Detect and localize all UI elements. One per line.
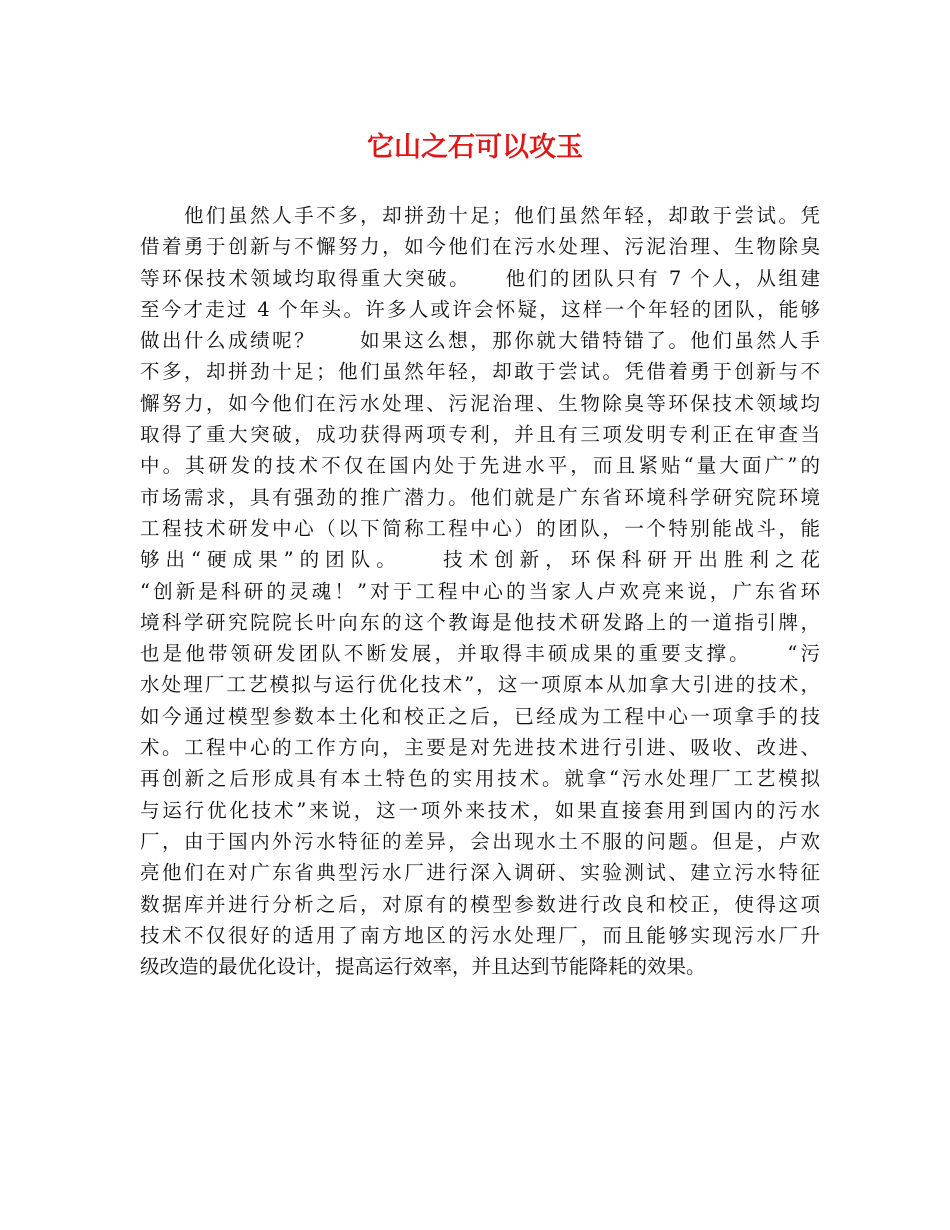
body-line: 技术不仅很好的适用了南方地区的污水处理厂，而且能够实现污水厂升	[140, 923, 820, 947]
body-line: 市场需求，具有强劲的推广潜力。他们就是广东省环境科学研究院环境	[140, 485, 820, 509]
body-line: 术。工程中心的工作方向，主要是对先进技术进行引进、吸收、改进、	[140, 736, 820, 760]
body-line: 厂，由于国内外污水特征的差异，会出现水土不服的问题。但是，卢欢	[140, 829, 820, 853]
body-line: 级改造的最优化设计，提高运行效率，并且达到节能降耗的效果。	[140, 955, 706, 979]
body-line: 中。其研发的技术不仅在国内处于先进水平，而且紧贴“量大面广”的	[140, 454, 820, 478]
body-line: 等环保技术领域均取得重大突破。 他们的团队只有 7 个人，从组建	[140, 266, 820, 290]
body-line: 与运行优化技术”来说，这一项外来技术，如果直接套用到国内的污水	[140, 798, 820, 822]
body-line: 懈努力，如今他们在污水处理、污泥治理、生物除臭等环保技术领域均	[140, 391, 820, 415]
body-line: 也是他带领研发团队不断发展，并取得丰硕成果的重要支撑。 “污	[140, 642, 820, 666]
body-line: 取得了重大突破，成功获得两项专利，并且有三项发明专利正在审查当	[140, 423, 820, 447]
body-line: 他们虽然人手不多，却拼劲十足；他们虽然年轻，却敢于尝试。凭	[140, 204, 820, 227]
body-line: 再创新之后形成具有本土特色的实用技术。就拿“污水处理厂工艺模拟	[140, 767, 820, 791]
body-line: 数据库并进行分析之后，对原有的模型参数进行改良和校正，使得这项	[140, 892, 820, 916]
body-line: 借着勇于创新与不懈努力，如今他们在污水处理、污泥治理、生物除臭	[140, 235, 820, 259]
body-line: 不多，却拼劲十足；他们虽然年轻，却敢于尝试。凭借着勇于创新与不	[140, 360, 820, 384]
body-line: 工程技术研发中心（以下简称工程中心）的团队，一个特别能战斗，能	[140, 516, 820, 540]
document-title: 它山之石可以攻玉	[367, 132, 583, 163]
body-line: 至今才走过 4 个年头。许多人或许会怀疑，这样一个年轻的团队，能够	[140, 297, 820, 321]
body-line: 够出“硬成果”的团队。 技术创新，环保科研开出胜利之花	[140, 548, 820, 572]
body-line: 水处理厂工艺模拟与运行优化技术”，这一项原本从加拿大引进的技术，	[140, 673, 820, 697]
body-line: 境科学研究院院长叶向东的这个教诲是他技术研发路上的一道指引牌，	[140, 610, 820, 634]
body-line: 亮他们在对广东省典型污水厂进行深入调研、实验测试、建立污水特征	[140, 861, 820, 885]
body-line: 做出什么成绩呢？ 如果这么想，那你就大错特错了。他们虽然人手	[140, 329, 820, 353]
body-line: 如今通过模型参数本土化和校正之后，已经成为工程中心一项拿手的技	[140, 704, 820, 728]
body-line: “创新是科研的灵魂！”对于工程中心的当家人卢欢亮来说，广东省环	[140, 579, 820, 603]
document-body	[140, 200, 820, 982]
